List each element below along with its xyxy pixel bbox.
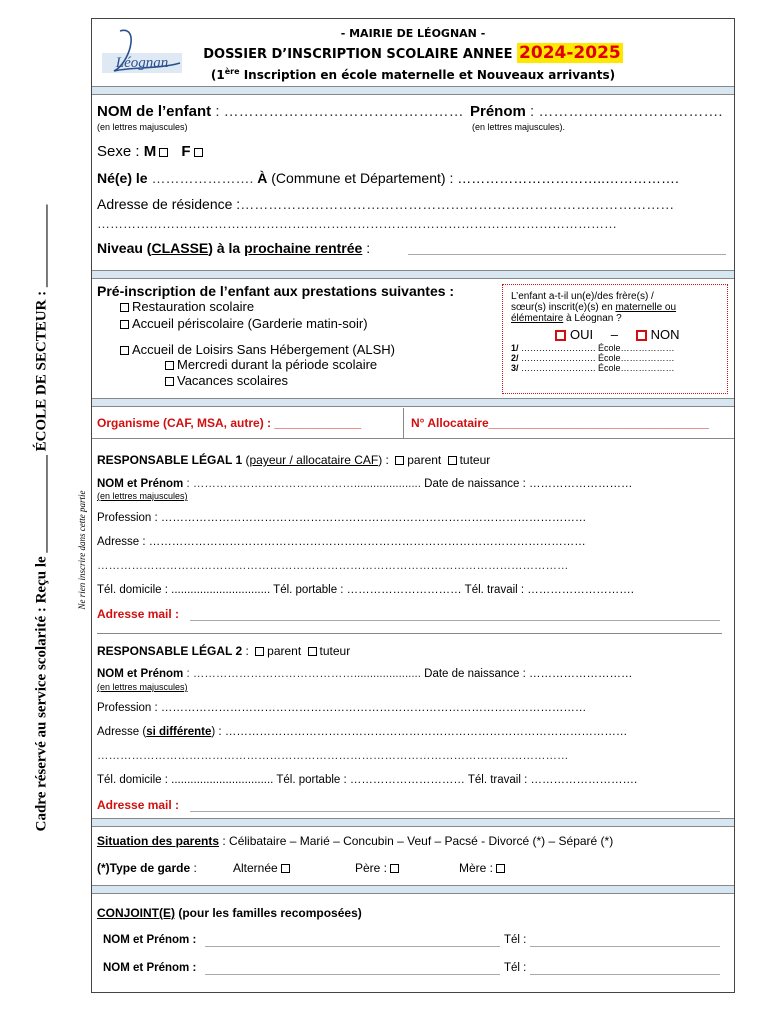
header-subtitle xyxy=(92,67,734,82)
header-subtitle-open: (1 xyxy=(210,68,225,82)
header-year: 2024-2025 xyxy=(519,43,621,63)
resp2-address-label: Adresse ( xyxy=(97,726,147,738)
address-field[interactable]: ………………………………………………………………………………… xyxy=(240,196,675,212)
mere-checkbox[interactable] xyxy=(496,864,505,873)
conjoint-2-name-text: NOM et Prénom xyxy=(103,962,190,974)
conjoint-1-name-field[interactable] xyxy=(205,946,500,947)
oui-checkbox[interactable] xyxy=(555,330,566,341)
siblings-box xyxy=(502,284,728,394)
alternee-checkbox[interactable] xyxy=(281,864,290,873)
conjoint-2-tel-label: Tél : xyxy=(504,962,527,974)
child-firstname-row xyxy=(470,103,723,120)
resp2-profession-field[interactable]: Profession : ………………………………………………………………………………………………… xyxy=(97,702,587,714)
conjoint-2-tel-field[interactable] xyxy=(530,974,720,975)
resp1-address-field-2[interactable]: …………………………………………………………………………………………………………… xyxy=(97,560,569,572)
child-name-hint: (en lettres majuscules) xyxy=(97,122,188,132)
restauration-checkbox[interactable] xyxy=(120,303,129,312)
sexe-f-checkbox[interactable] xyxy=(194,148,203,157)
resp2-name-row xyxy=(97,668,633,680)
section-band-5 xyxy=(92,885,734,894)
child-firstname-label: Prénom xyxy=(470,103,526,120)
resp2-address-field-2[interactable]: …………………………………………………………………………………………………………… xyxy=(97,750,569,762)
resp1-tuteur-label: tuteur xyxy=(459,453,491,467)
conjoint-1-tel-field[interactable] xyxy=(530,946,720,947)
child-name-row xyxy=(97,103,464,120)
resp1-parent-checkbox[interactable] xyxy=(395,456,404,465)
section-band xyxy=(92,86,734,95)
resp2-title: RESPONSABLE LÉGAL 2 xyxy=(97,644,243,658)
birth-row xyxy=(97,170,679,186)
alsh-mercredi[interactable] xyxy=(162,357,377,372)
siblings-q2-b: maternelle ou xyxy=(615,302,677,313)
resp2-tuteur-checkbox[interactable] xyxy=(308,647,317,656)
child-name-label: NOM de l’enfant xyxy=(97,103,212,120)
section-band-3 xyxy=(92,398,734,407)
header-mairie: - MAIRIE DE LÉOGNAN - xyxy=(340,27,486,40)
resp2-name-label: NOM et Prénom xyxy=(97,668,184,680)
sexe-label: Sexe : xyxy=(97,143,140,160)
oui-non-dash: – xyxy=(610,327,618,342)
sibling-row-2-ecole: École……………… xyxy=(598,353,675,363)
sexe-f-label: F xyxy=(181,143,191,160)
siblings-q3-a: élémentaire xyxy=(511,313,564,324)
conjoint-1-tel-text: Tél xyxy=(504,934,520,946)
sexe-m-label: M xyxy=(143,143,157,160)
side-note-text: Ne rien inscrire dans cette partie xyxy=(77,490,87,610)
conjoint-2-tel-text: Tél xyxy=(504,962,520,974)
mere-label: Mère : xyxy=(459,861,494,875)
situation-row xyxy=(97,834,613,848)
pere-checkbox[interactable] xyxy=(390,864,399,873)
resp1-profession-field[interactable]: Profession : ………………………………………………………………………………………………… xyxy=(97,512,587,524)
situation-options[interactable]: : Célibataire – Marié – Concubin – Veuf – Pacsé - Divorcé (*) – Séparé (*) xyxy=(219,834,614,848)
siblings-answer-row xyxy=(511,327,719,342)
resp2-tuteur-label: tuteur xyxy=(319,644,351,658)
sexe-m-checkbox[interactable] xyxy=(159,148,168,157)
resp1-email-label: Adresse mail : xyxy=(97,607,180,621)
conjoint-title: CONJOINT(E) xyxy=(97,906,175,920)
resp2-address-si: si différente xyxy=(146,726,212,738)
allocataire-field[interactable]: N° Allocataire_________________________________ xyxy=(411,416,709,430)
siblings-question-2 xyxy=(511,302,719,313)
non-checkbox[interactable] xyxy=(636,330,647,341)
garde-alternee[interactable] xyxy=(233,861,293,875)
sibling-row-2-name: ……………………. xyxy=(518,353,599,363)
child-name-field[interactable]: : ………………………………………… xyxy=(211,103,464,120)
resp2-email-field[interactable] xyxy=(190,811,720,812)
sibling-row-2[interactable] xyxy=(511,353,719,363)
header-title xyxy=(92,43,734,63)
resp1-email-text: Adresse mail xyxy=(97,607,172,621)
alternee-label: Alternée xyxy=(233,861,278,875)
side-reserved-text: Cadre réservé au service scolarité : Reçu le _____________ ÉCOLE DE SECTEUR : ___________ xyxy=(33,204,50,832)
level-classe: CLASSE xyxy=(151,240,209,256)
form-header xyxy=(92,19,734,87)
siblings-question-3 xyxy=(511,313,719,324)
resp1-title-row: RESPONSABLE LÉGAL 1 (payeur / allocataire CAF) : parent tuteur xyxy=(97,453,491,467)
resp2-email-text: Adresse mail xyxy=(97,798,172,812)
conjoint-2-name-field[interactable] xyxy=(205,974,500,975)
situation-label: Situation des parents xyxy=(97,834,220,848)
birth-place-label: À xyxy=(257,170,268,186)
side-reserved-label xyxy=(22,88,62,948)
address-label: Adresse de résidence : xyxy=(97,196,241,212)
resp2-dob-field[interactable]: Date de naissance : ……………………… xyxy=(424,668,633,680)
periscolaire-checkbox[interactable] xyxy=(120,320,129,329)
conjoint-1-name-text: NOM et Prénom xyxy=(103,934,190,946)
sibling-row-1-ecole: École……………… xyxy=(598,343,675,353)
resp1-name-field[interactable]: : ……………………………………..................... xyxy=(183,478,425,490)
section-band-2 xyxy=(92,270,734,279)
resp2-email-label: Adresse mail : xyxy=(97,798,180,812)
conjoint-1-tel-label: Tél : xyxy=(504,934,527,946)
child-firstname-field[interactable]: : ………………………………. xyxy=(525,103,723,120)
prestation-restauration[interactable] xyxy=(117,299,254,314)
garde-label: (*)Type de garde xyxy=(97,861,191,875)
periscolaire-label: Accueil périscolaire (Garderie matin-soir) xyxy=(132,316,368,331)
vacances-checkbox[interactable] xyxy=(165,377,174,386)
sibling-row-3-name: ……………………. xyxy=(518,363,599,373)
resp2-parent-checkbox[interactable] xyxy=(255,647,264,656)
resp2-title-row: RESPONSABLE LÉGAL 2 : parent tuteur xyxy=(97,644,351,658)
header-subtitle-sup: ère xyxy=(224,67,240,76)
resp2-phones-field[interactable]: Tél. domicile : ................................ Tél. portable : ………………………… Tél. travail : ………………………. xyxy=(97,774,638,786)
level-rentree: prochaine rentrée xyxy=(244,240,363,256)
resp2-address-field[interactable]: ) : …………………………………………………………………………………………… xyxy=(211,726,628,738)
prestation-periscolaire[interactable] xyxy=(117,316,368,331)
garde-colon: : xyxy=(190,861,197,875)
resp2-name-field[interactable]: : ……………………………………..................... xyxy=(183,668,425,680)
section-band-4 xyxy=(92,818,734,827)
level-colon: : xyxy=(362,240,371,256)
level-row xyxy=(97,240,370,256)
level-mid: ) à la xyxy=(208,240,245,256)
child-firstname-hint: (en lettres majuscules). xyxy=(472,122,566,132)
vacances-label: Vacances scolaires xyxy=(177,373,289,388)
address-row xyxy=(97,196,674,212)
sibling-row-1-num: 1/ xyxy=(511,343,519,353)
resp2-parent-label: parent xyxy=(267,644,302,658)
resp1-tuteur-checkbox[interactable] xyxy=(448,456,457,465)
resp1-dob-field[interactable]: Date de naissance : ……………………… xyxy=(424,478,633,490)
sibling-row-2-num: 2/ xyxy=(511,353,519,363)
siblings-q3-b: à Léognan ? xyxy=(563,313,622,324)
resp-divider xyxy=(97,633,722,634)
prestation-alsh[interactable] xyxy=(117,342,395,357)
sibling-row-1-name: ……………………. xyxy=(518,343,599,353)
conjoint-2-name-label: NOM et Prénom : xyxy=(103,962,197,974)
alsh-vacances[interactable] xyxy=(162,373,288,388)
level-prefix: Niveau ( xyxy=(97,240,152,256)
garde-pere[interactable] xyxy=(355,861,402,875)
sibling-row-3-ecole: École……………… xyxy=(598,363,675,373)
organisme-field[interactable]: Organisme (CAF, MSA, autre) : _____________ xyxy=(97,416,362,430)
resp1-name-hint: (en lettres majuscules) xyxy=(97,491,188,501)
conjoint-1-name-label: NOM et Prénom : xyxy=(103,934,197,946)
garde-mere[interactable] xyxy=(459,861,508,875)
restauration-label: Restauration scolaire xyxy=(132,299,255,314)
conjoint-title-row xyxy=(97,906,362,920)
alsh-checkbox[interactable] xyxy=(120,346,129,355)
siblings-q2-a: sœur(s) inscrit(e)(s) en xyxy=(511,302,616,313)
garde-label-row xyxy=(97,861,197,875)
resp2-address-row xyxy=(97,726,627,738)
header-title-text: DOSSIER D’INSCRIPTION SCOLAIRE ANNEE xyxy=(203,47,513,62)
organisme-rule xyxy=(92,438,734,439)
sexe-row xyxy=(97,143,206,160)
level-field[interactable] xyxy=(408,254,726,255)
resp1-parent-label: parent xyxy=(407,453,442,467)
siblings-question-1: L’enfant a-t-il un(e)/des frère(s) / xyxy=(511,291,654,302)
resp1-payeur: payeur / allocataire CAF xyxy=(249,453,379,467)
birth-label: Né(e) le xyxy=(97,170,148,186)
pere-label: Père : xyxy=(355,861,388,875)
sibling-row-3-num: 3/ xyxy=(511,363,519,373)
resp1-name-row xyxy=(97,478,633,490)
sibling-row-3[interactable] xyxy=(511,363,719,373)
resp1-email-field[interactable] xyxy=(190,620,720,621)
non-label: NON xyxy=(650,327,680,342)
resp1-name-label: NOM et Prénom xyxy=(97,478,184,490)
oui-label: OUI xyxy=(570,327,594,342)
sibling-row-1[interactable] xyxy=(511,343,719,353)
mercredi-checkbox[interactable] xyxy=(165,361,174,370)
birth-date-field[interactable]: …………………. xyxy=(147,170,258,186)
svg-text:Léognan: Léognan xyxy=(115,55,169,71)
organisme-divider xyxy=(403,408,404,438)
conjoint-subtitle: (pour les familles recomposées) xyxy=(175,906,362,920)
birth-place-field[interactable]: (Commune et Département) : …………………………..……………. xyxy=(267,170,679,186)
mercredi-label: Mercredi durant la période scolaire xyxy=(177,357,378,372)
resp1-phones-field[interactable]: Tél. domicile : ............................... Tél. portable : ………………………… Tél. travail : ………………………. xyxy=(97,584,634,596)
address-field-2[interactable]: ………………………………………………………………………………………………………… xyxy=(97,216,617,231)
resp2-name-hint: (en lettres majuscules) xyxy=(97,682,188,692)
alsh-label: Accueil de Loisirs Sans Hébergement (ALSH) xyxy=(132,342,396,357)
side-note xyxy=(72,470,92,630)
resp1-address-field[interactable]: Adresse : …………………………………………………………………………………………………… xyxy=(97,536,586,548)
header-subtitle-rest: Inscription en école maternelle et Nouveaux arrivants) xyxy=(239,68,616,82)
resp1-title: RESPONSABLE LÉGAL 1 xyxy=(97,453,243,467)
prestations-title: Pré-inscription de l’enfant aux prestations suivantes : xyxy=(97,283,455,299)
